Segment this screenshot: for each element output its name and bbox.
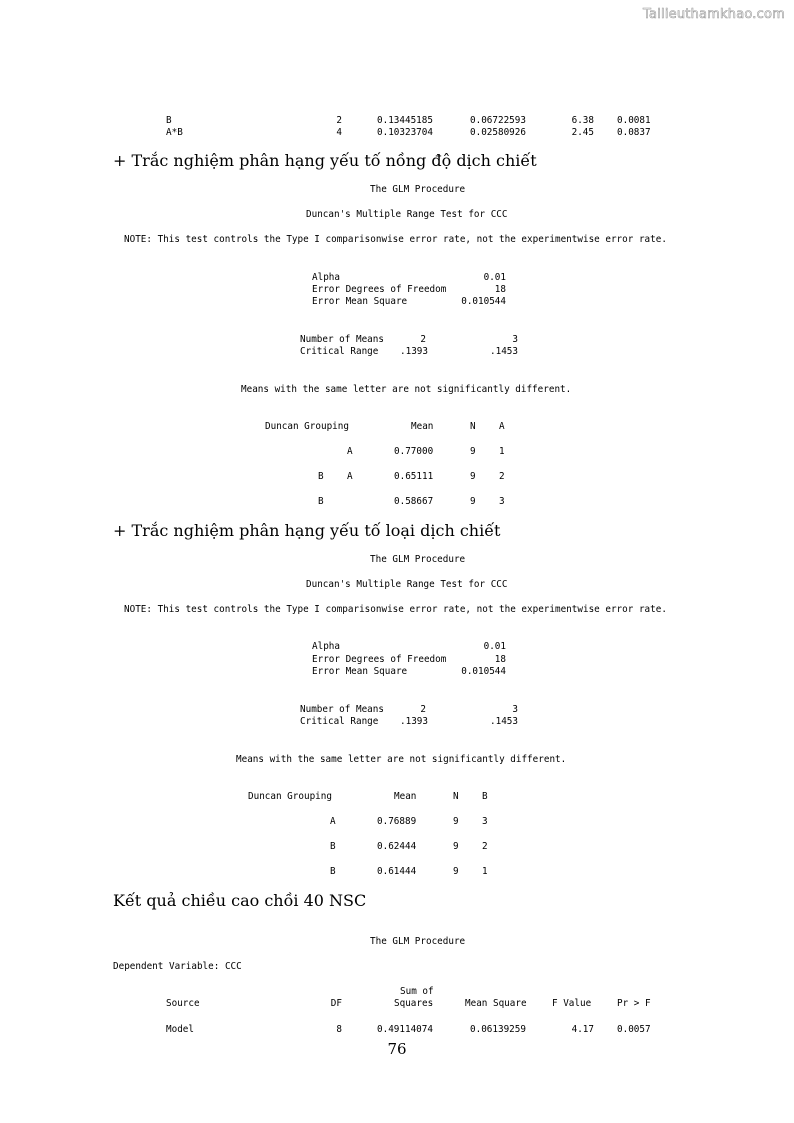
test-note: NOTE: This test controls the Type I comparisonwise error rate, not the experimentwise error rate. (124, 604, 667, 615)
level-value: 3 (482, 816, 488, 827)
p-cell: 0.0081 (617, 115, 651, 126)
n-value: 9 (453, 866, 459, 877)
ems-label: Error Mean Square (312, 666, 408, 677)
critical-range-label: Critical Range (300, 346, 379, 357)
header-pr-f: Pr > F (617, 998, 651, 1009)
col-n: N (470, 421, 476, 432)
alpha-label: Alpha (312, 272, 340, 283)
means-2: 2 (420, 704, 426, 715)
section-heading-shoot-height: Kết quả chiều cao chồi 40 NSC (113, 891, 367, 910)
col-mean: Mean (394, 791, 417, 802)
ems-label: Error Mean Square (312, 296, 408, 307)
col-factor: A (499, 421, 505, 432)
level-value: 3 (499, 496, 505, 507)
ems-value: 0.010544 (461, 666, 506, 677)
header-df: DF (330, 998, 342, 1009)
means-3: 3 (512, 704, 518, 715)
source-cell: B (166, 115, 172, 126)
level-value: 2 (499, 471, 505, 482)
test-title: Duncan's Multiple Range Test for CCC (306, 579, 508, 590)
means-3: 3 (512, 334, 518, 345)
n-value: 9 (453, 816, 459, 827)
section-heading-extract-type: + Trắc nghiệm phân hạng yếu tố loại dịch chiết (113, 521, 501, 540)
section-heading-concentration: + Trắc nghiệm phân hạng yếu tố nồng độ dịch chiết (113, 151, 537, 170)
edf-label: Error Degrees of Freedom (312, 654, 447, 665)
p-cell: 0.0837 (617, 127, 651, 138)
n-value: 9 (470, 471, 476, 482)
mean-value: 0.65111 (394, 471, 434, 482)
mean-value: 0.58667 (394, 496, 434, 507)
f-cell: 6.38 (571, 115, 594, 126)
number-of-means-label: Number of Means (300, 334, 384, 345)
group-letter: A (330, 816, 336, 827)
n-value: 9 (470, 446, 476, 457)
f-cell: 4.17 (571, 1024, 594, 1035)
ss-cell: 0.49114074 (377, 1024, 433, 1035)
f-cell: 2.45 (571, 127, 594, 138)
col-grouping: Duncan Grouping (248, 791, 332, 802)
alpha-value: 0.01 (483, 641, 506, 652)
group-letter: B (330, 866, 336, 877)
test-note: NOTE: This test controls the Type I comparisonwise error rate, not the experimentwise error rate. (124, 234, 667, 245)
group-letter: B (318, 496, 324, 507)
ms-cell: 0.06139259 (470, 1024, 526, 1035)
level-value: 1 (499, 446, 505, 457)
edf-value: 18 (494, 284, 506, 295)
header-mean-square: Mean Square (465, 998, 527, 1009)
alpha-label: Alpha (312, 641, 340, 652)
group-letter: A (347, 446, 353, 457)
source-cell: Model (166, 1024, 194, 1035)
procedure-title: The GLM Procedure (370, 554, 466, 565)
means-note: Means with the same letter are not significantly different. (241, 384, 572, 395)
group-letter: B (330, 841, 336, 852)
mean-value: 0.61444 (377, 866, 417, 877)
group-letter: A (347, 471, 353, 482)
col-mean: Mean (411, 421, 434, 432)
critical-range-label: Critical Range (300, 716, 379, 727)
ems-value: 0.010544 (461, 296, 506, 307)
df-cell: 8 (336, 1024, 342, 1035)
source-cell: A*B (166, 127, 183, 138)
n-value: 9 (453, 841, 459, 852)
col-factor: B (482, 791, 488, 802)
range-3: .1453 (490, 716, 518, 727)
col-grouping: Duncan Grouping (265, 421, 349, 432)
range-2: .1393 (400, 346, 428, 357)
means-2: 2 (420, 334, 426, 345)
procedure-title: The GLM Procedure (370, 184, 466, 195)
p-cell: 0.0057 (617, 1024, 651, 1035)
number-of-means-label: Number of Means (300, 704, 384, 715)
range-2: .1393 (400, 716, 428, 727)
edf-label: Error Degrees of Freedom (312, 284, 447, 295)
mean-value: 0.62444 (377, 841, 417, 852)
ss-cell: 0.10323704 (377, 127, 433, 138)
df-cell: 2 (336, 115, 342, 126)
header-source: Source (166, 998, 200, 1009)
mean-value: 0.76889 (377, 816, 417, 827)
col-n: N (453, 791, 459, 802)
level-value: 1 (482, 866, 488, 877)
n-value: 9 (470, 496, 476, 507)
ms-cell: 0.06722593 (470, 115, 526, 126)
level-value: 2 (482, 841, 488, 852)
page-number: 76 (387, 1040, 407, 1058)
header-squares: Squares (394, 998, 434, 1009)
procedure-title: The GLM Procedure (370, 936, 466, 947)
header-sum-of: Sum of (400, 986, 434, 997)
means-note: Means with the same letter are not significantly different. (236, 754, 567, 765)
mean-value: 0.77000 (394, 446, 434, 457)
ms-cell: 0.02580926 (470, 127, 526, 138)
dependent-variable: Dependent Variable: CCC (113, 961, 242, 972)
range-3: .1453 (490, 346, 518, 357)
group-letter: B (318, 471, 324, 482)
df-cell: 4 (336, 127, 342, 138)
header-f-value: F Value (552, 998, 592, 1009)
alpha-value: 0.01 (483, 272, 506, 283)
edf-value: 18 (494, 654, 506, 665)
test-title: Duncan's Multiple Range Test for CCC (306, 209, 508, 220)
site-watermark: Tailieuthamkhao.com (643, 7, 785, 22)
ss-cell: 0.13445185 (377, 115, 433, 126)
